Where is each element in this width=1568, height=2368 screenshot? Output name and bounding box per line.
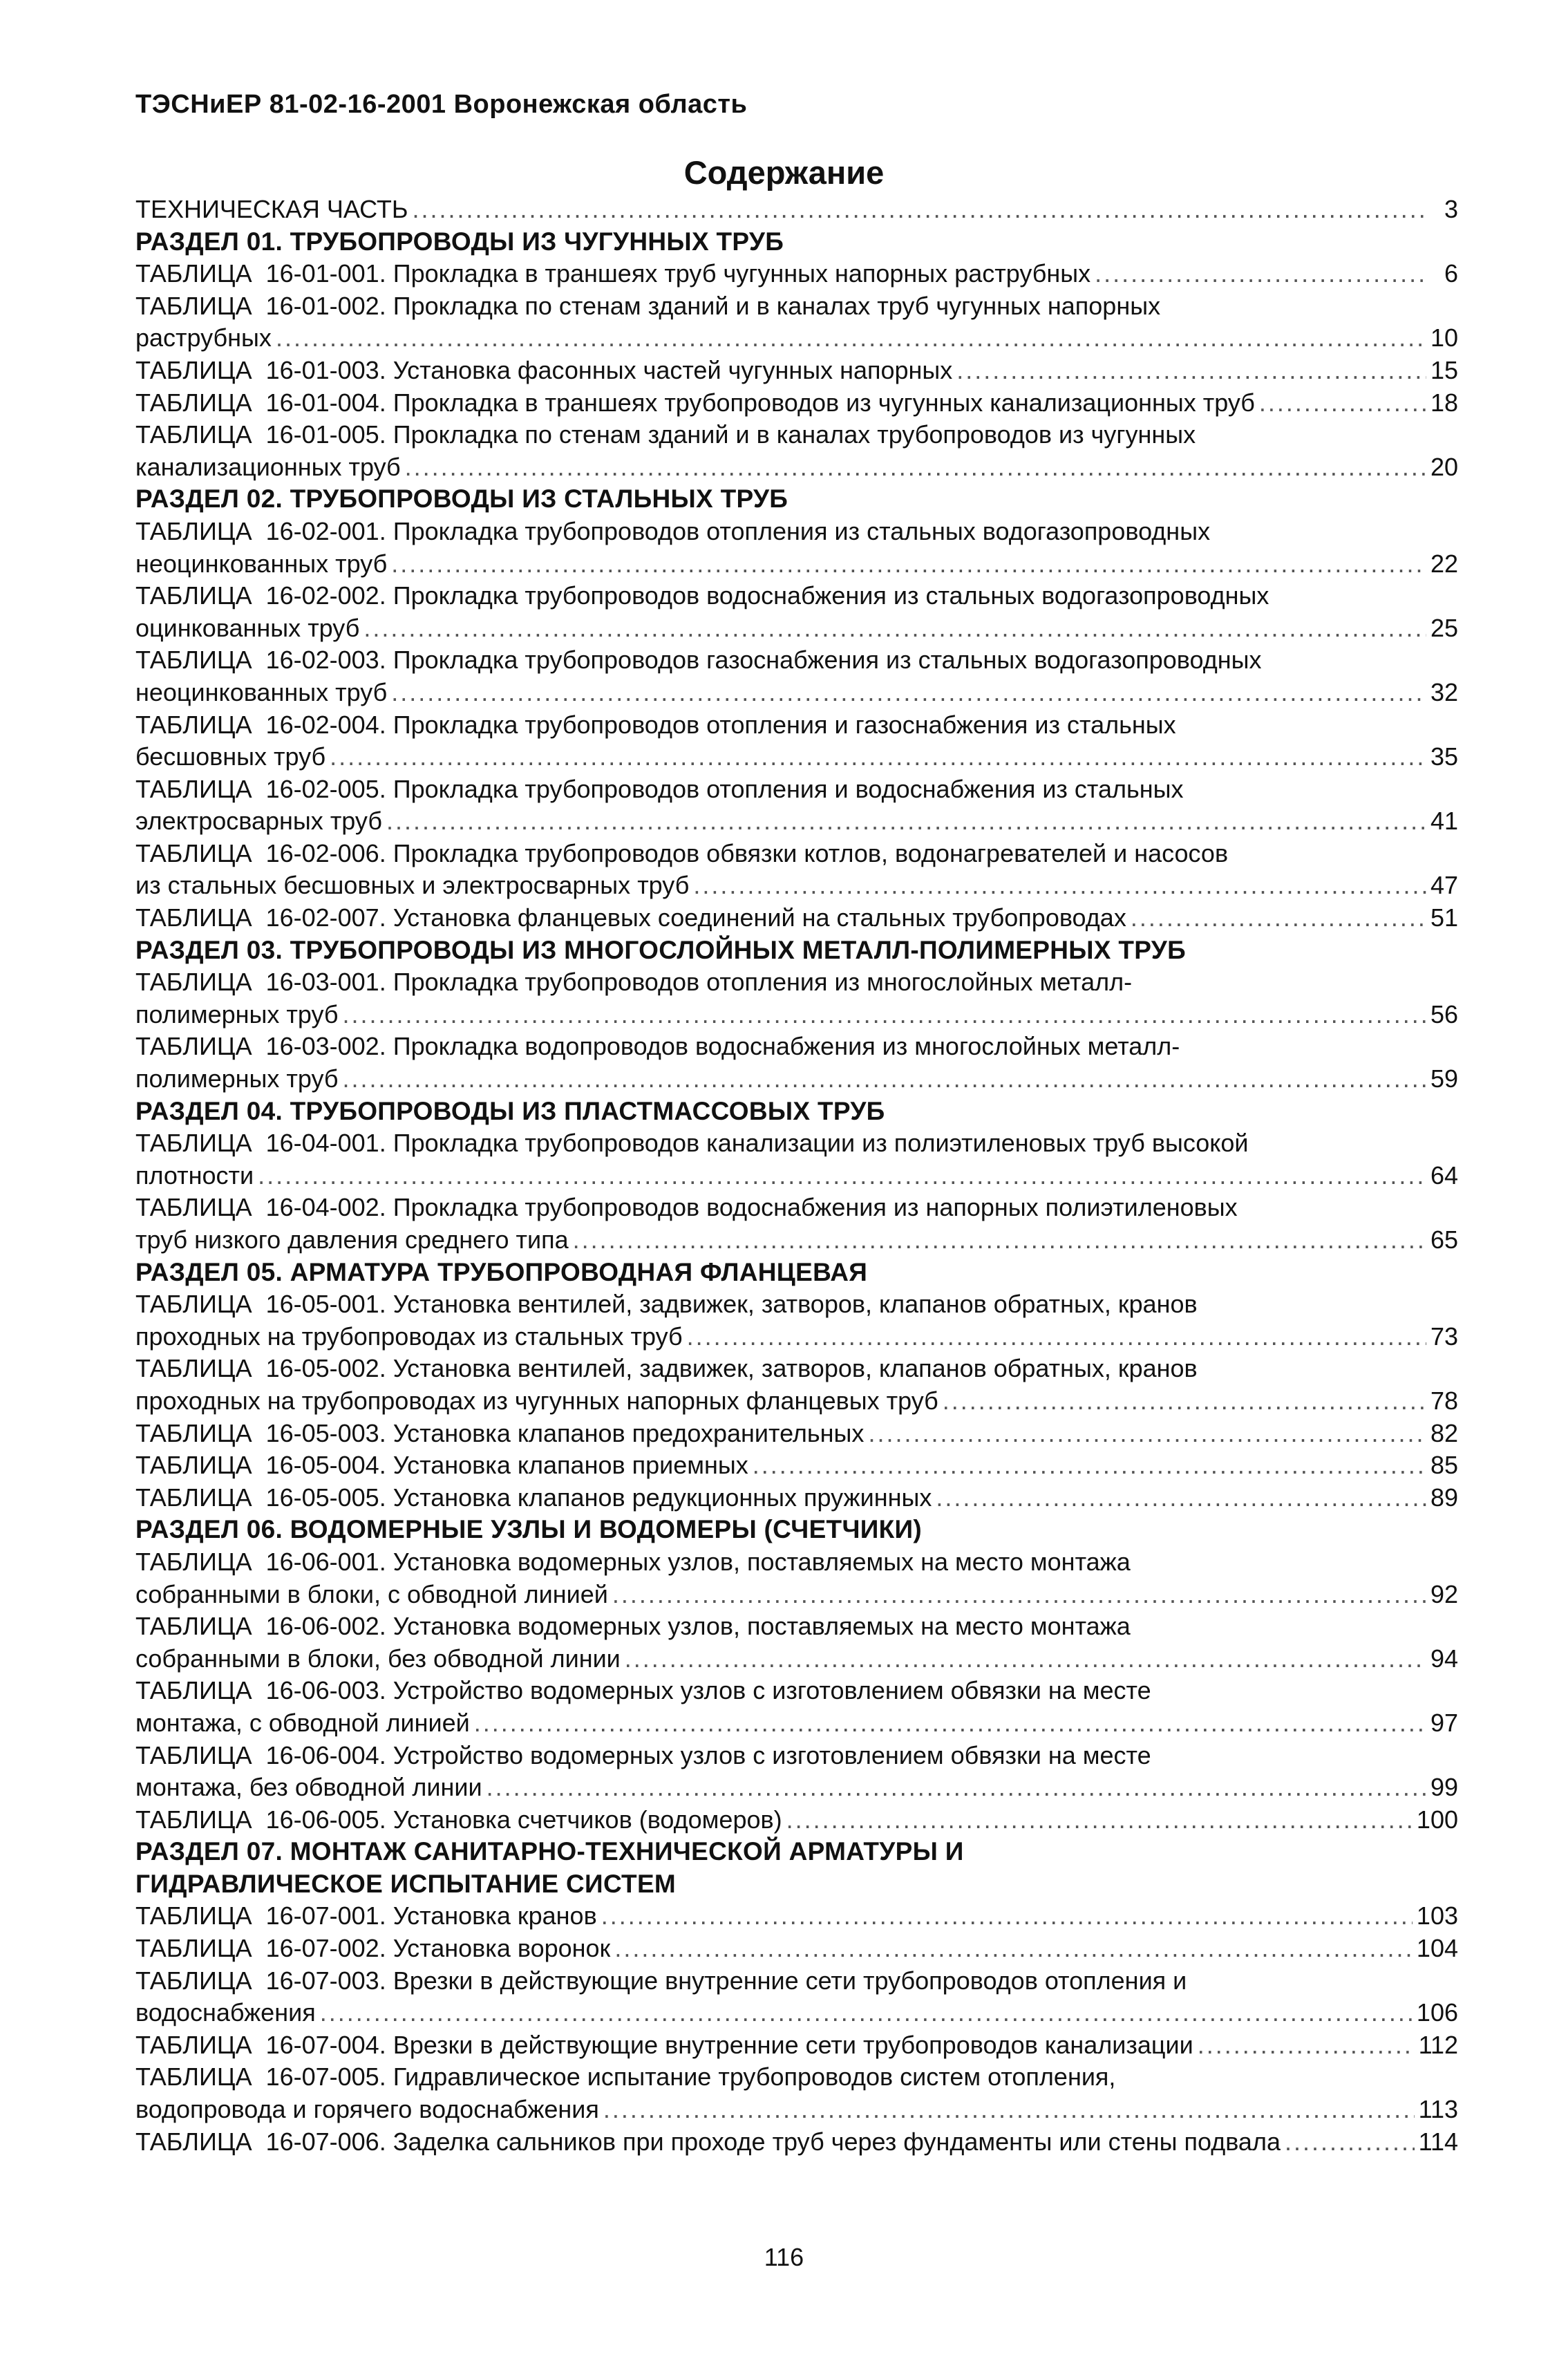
toc-entry-page: 22	[1430, 549, 1458, 578]
toc-entry	[135, 322, 1458, 355]
toc-entry-text: ТАБЛИЦА 16-01-004. Прокладка в траншеях трубопроводов из чугунных канализационных труб	[135, 388, 1255, 417]
toc-entry-text: ТАБЛИЦА 16-07-005. Гидравлическое испытание трубопроводов систем отопления,	[135, 2062, 1116, 2092]
toc-entry-page: 3	[1444, 195, 1458, 223]
toc-entry-text: ТАБЛИЦА 16-01-003. Установка фасонных частей чугунных напорных	[135, 355, 953, 384]
toc-entry-page: 59	[1430, 1064, 1458, 1093]
table-of-contents	[135, 194, 1458, 2158]
toc-entry-text: водопровода и горячего водоснабжения	[135, 2095, 599, 2124]
toc-entry-page: 51	[1430, 903, 1458, 932]
toc-entry-page: 64	[1430, 1160, 1458, 1190]
dot-leader	[386, 805, 1426, 838]
toc-entry-text: ТАБЛИЦА 16-06-005. Установка счетчиков (водомеров)	[135, 1805, 782, 1834]
dot-leader	[276, 322, 1426, 355]
dot-leader	[363, 612, 1426, 645]
toc-entry	[135, 451, 1458, 484]
toc-entry-page: 106	[1416, 1998, 1458, 2027]
dot-leader	[343, 1063, 1426, 1096]
page-number: 116	[764, 2243, 804, 2271]
toc-entry-text: ТАБЛИЦА 16-07-001. Установка кранов	[135, 1901, 597, 1930]
toc-entry	[135, 194, 1458, 226]
toc-entry-page: 89	[1430, 1483, 1458, 1512]
toc-entry-text: ТАБЛИЦА 16-01-002. Прокладка по стенам зданий и в каналах труб чугунных напорных	[135, 291, 1161, 320]
toc-entry-text: ТАБЛИЦА 16-05-005. Установка клапанов редукционных пружинных	[135, 1483, 932, 1512]
toc-entry-page: 32	[1430, 677, 1458, 706]
dot-leader	[405, 451, 1426, 484]
toc-entry-text: раструбных	[135, 323, 272, 353]
toc-entry-text: проходных на трубопроводах из стальных труб	[135, 1322, 683, 1351]
toc-entry-page: 65	[1430, 1225, 1458, 1254]
toc-entry-text: ТАБЛИЦА 16-07-006. Заделка сальников при проходе труб через фундаменты или стены подвала	[135, 2127, 1281, 2156]
dot-leader	[487, 1772, 1426, 1804]
toc-entry-text: ТАБЛИЦА 16-01-005. Прокладка по стенам зданий и в каналах трубопроводов из чугунных	[135, 420, 1196, 449]
toc-entry-text: полимерных труб	[135, 999, 339, 1028]
toc-entry-text: из стальных бесшовных и электросварных труб	[135, 871, 690, 900]
toc-entry	[135, 548, 1458, 581]
toc-entry-text: ТАБЛИЦА 16-02-002. Прокладка трубопроводов водоснабжения из стальных водогазопроводных	[135, 581, 1269, 610]
toc-entry	[135, 258, 1458, 290]
toc-entry	[135, 387, 1458, 420]
toc-entry	[135, 677, 1458, 709]
toc-entry-text: ТАБЛИЦА 16-05-003. Установка клапанов предохранительных	[135, 1418, 865, 1447]
toc-section-heading: РАЗДЕЛ 02. ТРУБОПРОВОДЫ ИЗ СТАЛЬНЫХ ТРУБ	[135, 485, 788, 514]
toc-entry-page: 18	[1430, 388, 1458, 417]
toc-entry	[135, 1643, 1458, 1675]
toc-entry	[135, 2126, 1458, 2159]
document-header: ТЭСНиЕР 81-02-16-2001 Воронежская область	[135, 90, 748, 119]
toc-entry-text: ТАБЛИЦА 16-01-001. Прокладка в траншеях труб чугунных напорных раструбных	[135, 259, 1091, 288]
toc-entry-text: ТАБЛИЦА 16-03-001. Прокладка трубопроводов отопления из многослойных металл-	[135, 968, 1133, 997]
toc-entry-page: 20	[1430, 452, 1458, 481]
toc-entry	[135, 1449, 1458, 1482]
toc-entry-text: собранными в блоки, без обводной линии	[135, 1644, 621, 1673]
toc-entry-page: 85	[1430, 1451, 1458, 1480]
dot-leader	[573, 1224, 1426, 1257]
toc-entry-text: ТАБЛИЦА 16-06-002. Установка водомерных узлов, поставляемых на место монтажа	[135, 1612, 1131, 1641]
toc-entry-page: 112	[1418, 2030, 1458, 2059]
dot-leader	[1131, 902, 1426, 934]
toc-entry-text: монтажа, без обводной линии	[135, 1773, 482, 1802]
toc-entry-text: неоцинкованных труб	[135, 549, 388, 578]
toc-entry-page: 15	[1430, 355, 1458, 384]
toc-entry-page: 47	[1430, 871, 1458, 900]
toc-entry-text: ТАБЛИЦА 16-07-002. Установка воронок	[135, 1934, 611, 1963]
toc-entry	[135, 355, 1458, 387]
toc-entry	[135, 1804, 1458, 1836]
dot-leader	[1095, 258, 1426, 290]
toc-entry-page: 78	[1430, 1386, 1458, 1415]
toc-entry	[135, 612, 1458, 645]
toc-entry-text: ТАБЛИЦА 16-06-004. Устройство водомерных узлов с изготовлением обвязки на месте	[135, 1740, 1151, 1769]
toc-entry-page: 113	[1418, 2095, 1458, 2124]
toc-entry	[135, 1385, 1458, 1418]
dot-leader	[330, 741, 1426, 773]
dot-leader	[693, 870, 1426, 902]
toc-entry-text: неоцинкованных труб	[135, 677, 388, 706]
toc-entry-text: полимерных труб	[135, 1064, 339, 1093]
toc-entry-text: электросварных труб	[135, 807, 382, 836]
toc-entry-page: 35	[1430, 742, 1458, 771]
dot-leader	[603, 2094, 1415, 2126]
dot-leader	[936, 1482, 1426, 1514]
dot-leader	[391, 548, 1426, 581]
toc-entry-text: водоснабжения	[135, 1998, 316, 2027]
toc-section-heading: РАЗДЕЛ 04. ТРУБОПРОВОДЫ ИЗ ПЛАСТМАССОВЫХ ТРУБ	[135, 1096, 885, 1125]
dot-leader	[943, 1385, 1426, 1418]
toc-entry	[135, 1321, 1458, 1353]
toc-title: Содержание	[683, 154, 885, 191]
toc-entry-text: бесшовных труб	[135, 742, 326, 771]
toc-entry	[135, 1900, 1458, 1933]
toc-section-heading: РАЗДЕЛ 07. МОНТАЖ САНИТАРНО-ТЕХНИЧЕСКОЙ АРМАТУРЫ И	[135, 1837, 964, 1866]
toc-entry	[135, 1224, 1458, 1257]
toc-entry-text: ТАБЛИЦА 16-06-001. Установка водомерных узлов, поставляемых на место монтажа	[135, 1547, 1131, 1576]
dot-leader	[601, 1900, 1413, 1933]
toc-entry	[135, 2094, 1458, 2126]
toc-entry-page: 82	[1430, 1418, 1458, 1447]
dot-leader	[753, 1449, 1426, 1482]
toc-entry-text: ТАБЛИЦА 16-02-001. Прокладка трубопроводов отопления из стальных водогазопроводных	[135, 516, 1211, 545]
dot-leader	[612, 1579, 1426, 1611]
dot-leader	[625, 1643, 1426, 1675]
toc-entry-text: ТАБЛИЦА 16-02-003. Прокладка трубопроводов газоснабжения из стальных водогазопроводных	[135, 646, 1262, 675]
toc-entry	[135, 1707, 1458, 1740]
toc-entry-page: 104	[1416, 1934, 1458, 1963]
toc-section-heading: РАЗДЕЛ 06. ВОДОМЕРНЫЕ УЗЛЫ И ВОДОМЕРЫ (СЧЕТЧИКИ)	[135, 1515, 923, 1544]
toc-entry	[135, 1063, 1458, 1096]
dot-leader	[1198, 2029, 1415, 2062]
toc-entry-text: ТАБЛИЦА 16-04-001. Прокладка трубопроводов канализации из полиэтиленовых труб высокой	[135, 1129, 1249, 1158]
toc-entry-page: 6	[1444, 259, 1458, 288]
toc-entry	[135, 902, 1458, 934]
toc-entry-text: ТАБЛИЦА 16-02-006. Прокладка трубопроводов обвязки котлов, водонагревателей и насосов	[135, 838, 1229, 867]
toc-entry	[135, 999, 1458, 1031]
toc-entry	[135, 805, 1458, 838]
dot-leader	[413, 194, 1426, 226]
toc-entry	[135, 1579, 1458, 1611]
toc-entry	[135, 1160, 1458, 1192]
toc-entry-text: ТАБЛИЦА 16-06-003. Устройство водомерных узлов с изготовлением обвязки на месте	[135, 1676, 1151, 1705]
toc-entry-text: оцинкованных труб	[135, 613, 360, 642]
dot-leader	[687, 1321, 1426, 1353]
toc-entry-text: ТАБЛИЦА 16-05-004. Установка клапанов приемных	[135, 1451, 748, 1480]
dot-leader	[343, 999, 1426, 1031]
toc-entry	[135, 1933, 1458, 1965]
toc-entry-page: 41	[1430, 807, 1458, 836]
toc-entry-text: ТАБЛИЦА 16-05-001. Установка вентилей, задвижек, затворов, клапанов обратных, кранов	[135, 1290, 1198, 1319]
toc-entry-text: ТАБЛИЦА 16-07-003. Врезки в действующие внутренние сети трубопроводов отопления и	[135, 1966, 1187, 1995]
toc-entry-text: ТАБЛИЦА 16-02-005. Прокладка трубопроводов отопления и водоснабжения из стальных	[135, 774, 1184, 803]
toc-entry-page: 25	[1430, 613, 1458, 642]
toc-entry-text: монтажа, с обводной линией	[135, 1708, 470, 1737]
toc-entry-text: труб низкого давления среднего типа	[135, 1225, 569, 1254]
toc-entry	[135, 2029, 1458, 2062]
toc-entry	[135, 1772, 1458, 1804]
toc-section-heading: РАЗДЕЛ 01. ТРУБОПРОВОДЫ ИЗ ЧУГУННЫХ ТРУБ	[135, 227, 784, 256]
toc-entry	[135, 1418, 1458, 1450]
toc-entry-text: проходных на трубопроводах из чугунных напорных фланцевых труб	[135, 1386, 938, 1415]
dot-leader	[1285, 2126, 1415, 2159]
toc-entry	[135, 870, 1458, 902]
toc-entry-page: 100	[1416, 1805, 1458, 1834]
toc-entry-page: 99	[1430, 1773, 1458, 1802]
dot-leader	[474, 1707, 1426, 1740]
toc-entry-text: канализационных труб	[135, 452, 401, 481]
toc-section-heading: РАЗДЕЛ 05. АРМАТУРА ТРУБОПРОВОДНАЯ ФЛАНЦЕВАЯ	[135, 1257, 868, 1286]
toc-section-heading: РАЗДЕЛ 03. ТРУБОПРОВОДЫ ИЗ МНОГОСЛОЙНЫХ МЕТАЛЛ-ПОЛИМЕРНЫХ ТРУБ	[135, 935, 1186, 964]
toc-entry-page: 103	[1416, 1901, 1458, 1930]
toc-entry-text: ТАБЛИЦА 16-03-002. Прокладка водопроводов водоснабжения из многослойных металл-	[135, 1032, 1180, 1061]
toc-entry-page: 56	[1430, 999, 1458, 1028]
toc-entry-text: плотности	[135, 1160, 254, 1190]
toc-entry-page: 73	[1430, 1322, 1458, 1351]
toc-entry-text: ТАБЛИЦА 16-02-004. Прокладка трубопроводов отопления и газоснабжения из стальных	[135, 710, 1176, 739]
dot-leader	[868, 1418, 1426, 1450]
toc-entry-text: собранными в блоки, с обводной линией	[135, 1579, 608, 1608]
toc-entry-page: 114	[1418, 2127, 1458, 2156]
toc-entry-page: 92	[1430, 1579, 1458, 1608]
toc-entry-text: ТЕХНИЧЕСКАЯ ЧАСТЬ	[135, 195, 408, 223]
dot-leader	[391, 677, 1426, 709]
dot-leader	[320, 1997, 1413, 2029]
toc-entry-page: 97	[1430, 1708, 1458, 1737]
toc-entry	[135, 1482, 1458, 1514]
toc-entry-page: 94	[1430, 1644, 1458, 1673]
toc-entry-text: ТАБЛИЦА 16-02-007. Установка фланцевых соединений на стальных трубопроводах	[135, 903, 1126, 932]
dot-leader	[258, 1160, 1426, 1192]
dot-leader	[1259, 387, 1426, 420]
dot-leader	[614, 1933, 1413, 1965]
dot-leader	[786, 1804, 1413, 1836]
toc-entry-text: ТАБЛИЦА 16-07-004. Врезки в действующие внутренние сети трубопроводов канализации	[135, 2030, 1193, 2059]
toc-entry-text: ТАБЛИЦА 16-04-002. Прокладка трубопроводов водоснабжения из напорных полиэтиленовых	[135, 1193, 1238, 1222]
toc-entry	[135, 741, 1458, 773]
toc-entry-text: ТАБЛИЦА 16-05-002. Установка вентилей, задвижек, затворов, клапанов обратных, кранов	[135, 1354, 1198, 1383]
toc-section-heading: ГИДРАВЛИЧЕСКОЕ ИСПЫТАНИЕ СИСТЕМ	[135, 1869, 677, 1898]
toc-entry	[135, 1997, 1458, 2029]
dot-leader	[956, 355, 1426, 387]
toc-entry-page: 10	[1430, 323, 1458, 353]
